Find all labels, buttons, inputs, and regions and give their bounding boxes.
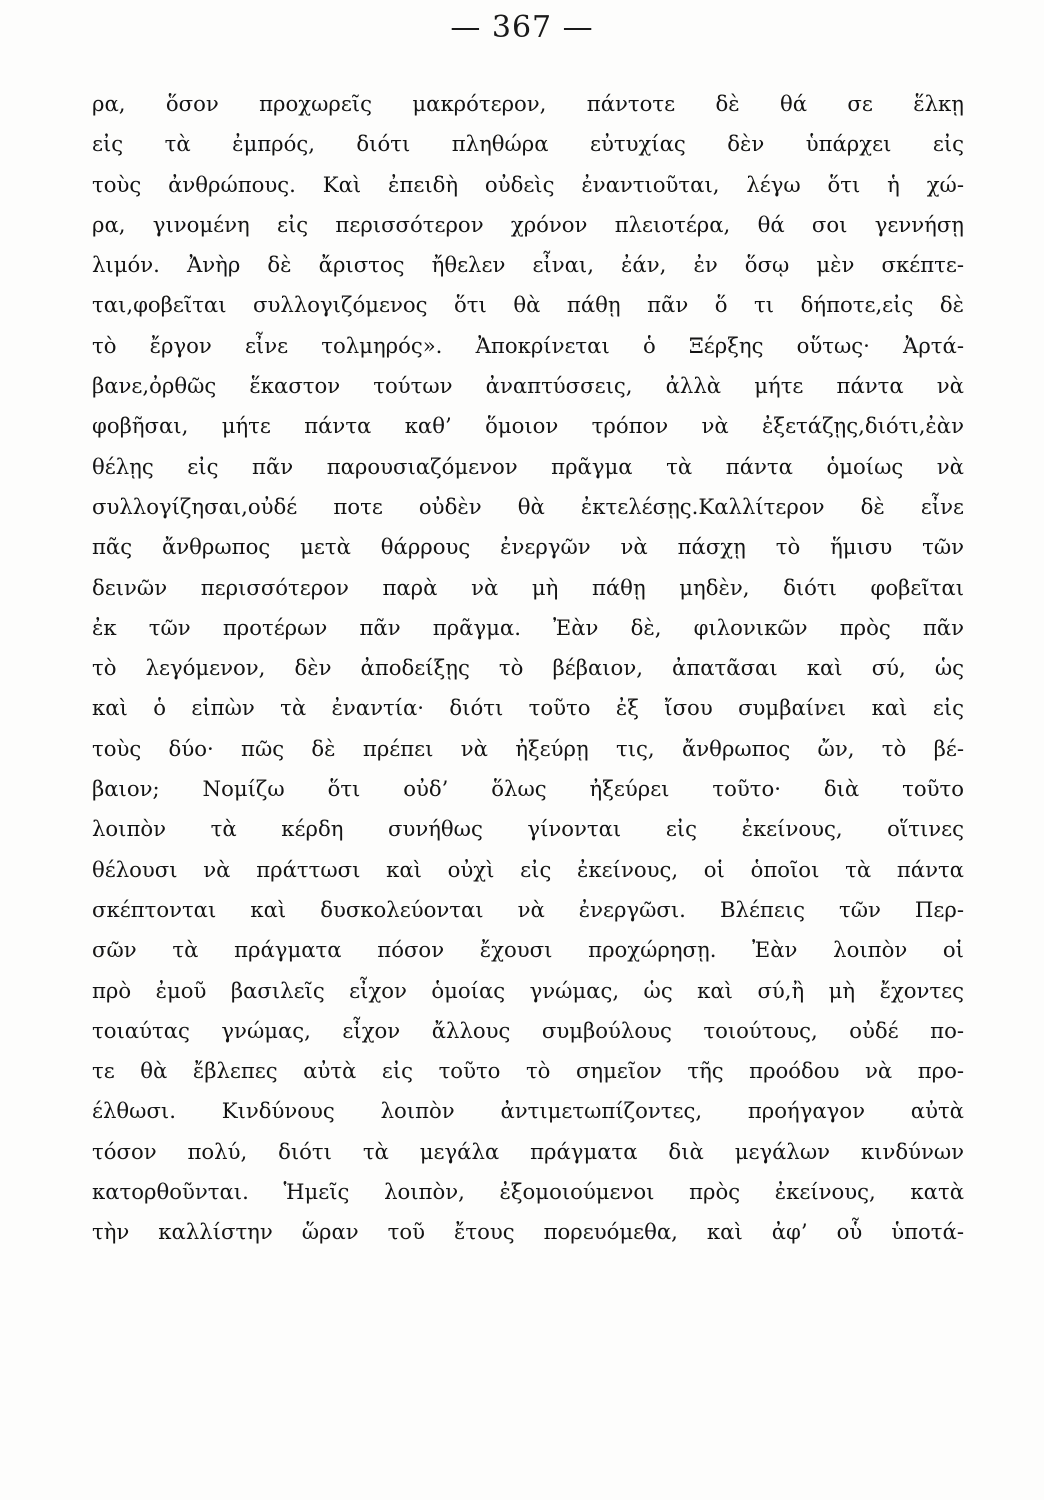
text-line: τοὺς ἀνθρώπους. Καὶ ἐπειδὴ οὐδεὶς ἐναντιοῦται, λέγω ὅτι ἡ χώ- — [92, 171, 964, 197]
text-line: σῶν τὰ πράγματα πόσον ἔχουσι προχώρησῃ. Ἐὰν λοιπὸν οἱ — [92, 937, 964, 963]
text-line: δεινῶν περισσότερον παρὰ νὰ μὴ πάθῃ μηδὲν, διότι φοβεῖται — [92, 574, 964, 600]
text-line: κατορθοῦνται. Ἡμεῖς λοιπὸν, ἐξομοιούμενοι πρὸς ἐκείνους, κατὰ — [92, 1179, 964, 1205]
text-line: πᾶς ἄνθρωπος μετὰ θάρρους ἐνεργῶν νὰ πάσχῃ τὸ ἥμισυ τῶν — [92, 534, 964, 560]
text-line: εἰς τὰ ἐμπρός, διότι πληθώρα εὐτυχίας δὲν ὑπάρχει εἰς — [92, 131, 964, 157]
text-line: λοιπὸν τὰ κέρδη συνήθως γίνονται εἰς ἐκείνους, οἵτινες — [92, 816, 964, 842]
text-line: τοὺς δύο· πῶς δὲ πρέπει νὰ ἠξεύρῃ τις, ἄνθρωπος ὤν, τὸ βέ- — [92, 735, 964, 761]
text-line: φοβῆσαι, μήτε πάντα καθ’ ὅμοιον τρόπον νὰ ἐξετάζῃς,διότι,ἐὰν — [92, 413, 964, 439]
text-line: ἐκ τῶν προτέρων πᾶν πρᾶγμα. Ἐὰν δὲ, φιλονικῶν πρὸς πᾶν — [92, 614, 964, 640]
text-line: σκέπτονται καὶ δυσκολεύονται νὰ ἐνεργῶσι. Βλέπεις τῶν Περ- — [92, 896, 964, 922]
text-line: συλλογίζησαι,οὐδέ ποτε οὐδὲν θὰ ἐκτελέσῃς.Καλλίτερον δὲ εἶνε — [92, 493, 964, 519]
text-line: καὶ ὁ εἰπὼν τὰ ἐναντία· διότι τοῦτο ἐξ ἴσου συμβαίνει καὶ εἰς — [92, 695, 964, 721]
text-line: ται,φοβεῖται συλλογιζόμενος ὅτι θὰ πάθῃ πᾶν ὅ τι δήποτε,εἰς δὲ — [92, 292, 964, 318]
text-line: τὸ ἔργον εἶνε τολμηρός». Ἀποκρίνεται ὁ Ξέρξης οὕτως· Ἀρτά- — [92, 332, 964, 358]
text-line: ρα, γινομένη εἰς περισσότερον χρόνον πλειοτέρα, θά σοι γεννήσῃ — [92, 211, 964, 237]
text-line: πρὸ ἐμοῦ βασιλεῖς εἶχον ὁμοίας γνώμας, ὡς καὶ σύ,ἢ μὴ ἔχοντες — [92, 977, 964, 1003]
text-line: τὴν καλλίστην ὥραν τοῦ ἔτους πορευόμεθα, καὶ ἀφ’ οὗ ὑποτά- — [92, 1219, 964, 1245]
text-line: τόσον πολύ, διότι τὰ μεγάλα πράγματα διὰ μεγάλων κινδύνων — [92, 1138, 964, 1164]
text-line: έλθωσι. Κινδύνους λοιπὸν ἀντιμετωπίζοντες, προήγαγον αὐτὰ — [92, 1098, 964, 1124]
body-text — [92, 84, 964, 1253]
page-number: — 367 — — [450, 10, 594, 45]
text-line: τοιαύτας γνώμας, εἶχον ἄλλους συμβούλους τοιούτους, οὐδέ πο- — [92, 1017, 964, 1043]
text-line: βαιον; Νομίζω ὅτι οὐδ’ ὅλως ἠξεύρει τοῦτο· διὰ τοῦτο — [92, 776, 964, 802]
text-line: βανε,ὀρθῶς ἕκαστον τούτων ἀναπτύσσεις, ἀλλὰ μήτε πάντα νὰ — [92, 373, 964, 399]
text-line: θέλῃς εἰς πᾶν παρουσιαζόμενον πρᾶγμα τὰ πάντα ὁμοίως νὰ — [92, 453, 964, 479]
text-line: λιμόν. Ἀνὴρ δὲ ἄριστος ἤθελεν εἶναι, ἐάν, ἐν ὅσῳ μὲν σκέπτε- — [92, 252, 964, 278]
text-line: ρα, ὅσον προχωρεῖς μακρότερον, πάντοτε δὲ θά σε ἕλκῃ — [92, 91, 964, 116]
text-line: τὸ λεγόμενον, δὲν ἀποδείξῃς τὸ βέβαιον, ἀπατᾶσαι καὶ σύ, ὡς — [92, 655, 964, 681]
text-line: θέλουσι νὰ πράττωσι καὶ οὐχὶ εἰς ἐκείνους, οἱ ὁποῖοι τὰ πάντα — [92, 856, 964, 882]
text-line: τε θὰ ἔβλεπες αὐτὰ εἰς τοῦτο τὸ σημεῖον τῆς προόδου νὰ προ- — [92, 1058, 964, 1084]
